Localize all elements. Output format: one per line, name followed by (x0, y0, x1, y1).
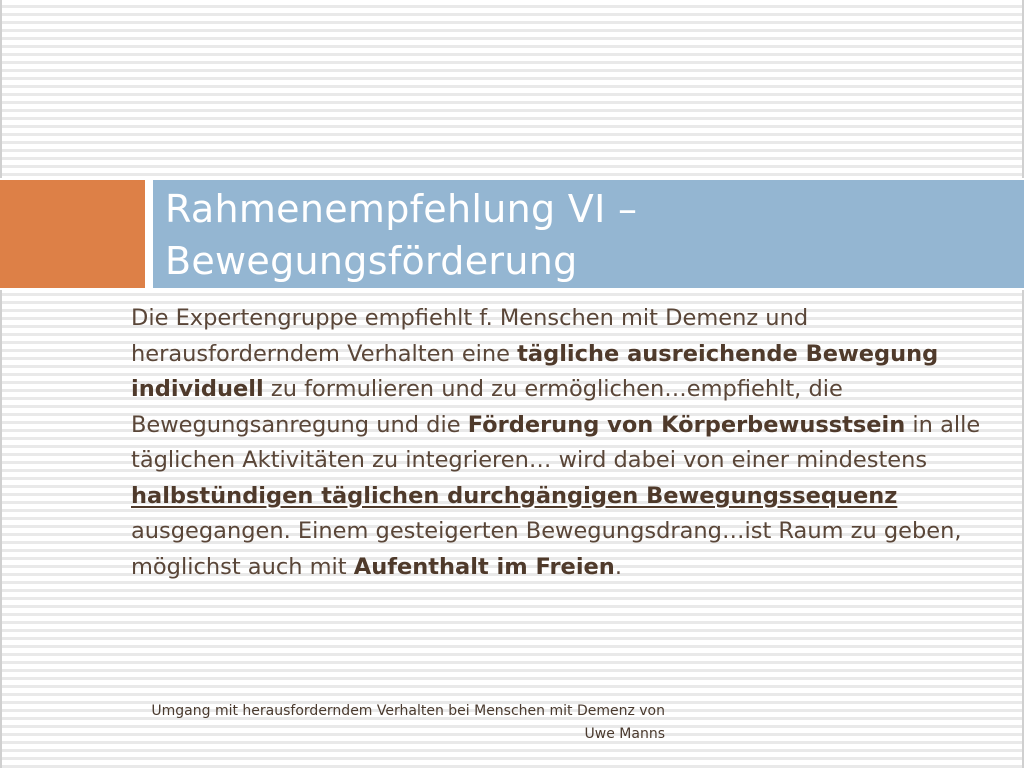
body-text-1: Die Expertengruppe empfiehlt f. Menschen mit Demenz und herausforderndem Verhalten eine (131, 305, 809, 367)
body-text-2: zu formulieren und zu ermöglichen…empfiehlt, die Bewegungsanregung und die (131, 376, 843, 438)
body-text-3: in alle täglichen Aktivitäten zu integrieren… wird dabei von einer mindestens (131, 411, 981, 473)
body-bold-2: Förderung von Körperbewusstsein (467, 411, 906, 438)
slide-body (131, 301, 1006, 585)
footer-line1: Umgang mit herausforderndem Verhalten bei Menschen mit Demenz von (151, 703, 665, 719)
body-bold-1: tägliche ausreichende Bewegung individuell (131, 340, 939, 402)
slide-title (165, 183, 637, 287)
body-bold-underlined-1: halbstündigen täglichen durchgängigen Bewegungssequenz (131, 482, 898, 509)
accent-block (0, 180, 145, 288)
slide-title-line2: Bewegungsförderung (165, 239, 578, 283)
slide-frame-left (0, 0, 2, 768)
footer-line2: Uwe Manns (584, 726, 665, 742)
body-text-4: ausgegangen. Einem gesteigerten Bewegungsdrang…ist Raum zu geben, möglichst auch mit (131, 518, 962, 580)
slide-title-line1: Rahmenempfehlung VI – (165, 187, 638, 231)
title-block (153, 180, 1024, 288)
slide-footer (151, 700, 665, 746)
body-bold-3: Aufenthalt im Freien (353, 553, 615, 580)
body-text-5: . (614, 553, 622, 580)
